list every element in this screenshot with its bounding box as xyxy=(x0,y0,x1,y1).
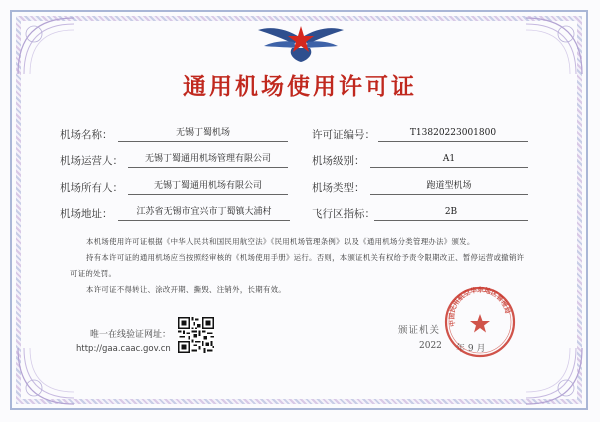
corner-ornament-icon xyxy=(516,338,586,408)
official-seal-icon xyxy=(442,284,518,360)
airport-type-value: 跑道型机场 xyxy=(370,179,528,195)
verify-url: http://gaa.caac.gov.cn xyxy=(76,344,171,354)
body-paragraph-3: 本许可证不得转让、涂改开期、撕毁、注销外，长期有效。 xyxy=(86,285,286,294)
page-title: 通用机场使用许可证 xyxy=(183,74,417,100)
verify-label: 唯一在线验证网址： xyxy=(90,330,172,340)
airport-level-value: A1 xyxy=(370,152,528,168)
corner-ornament-icon xyxy=(14,338,84,408)
qr-code-icon xyxy=(178,317,214,353)
flight-zone-label: 飞行区指标： xyxy=(312,208,375,220)
airport-level-label: 机场级别： xyxy=(312,155,365,167)
owner-value: 无锡丁蜀通用机场有限公司 xyxy=(128,179,288,195)
operator-value: 无锡丁蜀通用机场管理有限公司 xyxy=(128,152,288,168)
issuer-label: 颁证机关 xyxy=(398,325,441,336)
license-number-value: T13820223001800 xyxy=(378,126,528,142)
civil-aviation-wings-icon xyxy=(256,20,346,64)
body-paragraph-2: 持有本许可证的通用机场应当按照经审核的《机场使用手册》运行。否则，本颁证机关有权给予责令限期改正、暂停运营或撤销许可证的处罚。 xyxy=(70,253,525,278)
airport-type-label: 机场类型： xyxy=(312,182,365,194)
issue-month: 年 9 月 xyxy=(456,344,486,354)
airport-name-value: 无锡丁蜀机场 xyxy=(118,126,288,142)
seal-text: 中国民用航空华东地区管理局 xyxy=(447,285,512,328)
operator-label: 机场运营人： xyxy=(60,155,123,167)
address-value: 江苏省无锡市宜兴市丁蜀镇大浦村 xyxy=(118,205,290,221)
owner-label: 机场所有人： xyxy=(60,182,123,194)
license-number-label: 许可证编号： xyxy=(312,129,375,141)
flight-zone-value: 2B xyxy=(374,205,528,221)
body-paragraph-1: 本机场使用许可证根据《中华人民共和国民用航空法》《民用机场管理条例》以及《通用机场分类管理办法》颁发。 xyxy=(86,237,475,246)
issue-year: 2022 xyxy=(419,341,442,351)
address-label: 机场地址： xyxy=(60,208,113,220)
airport-name-label: 机场名称： xyxy=(60,129,113,141)
